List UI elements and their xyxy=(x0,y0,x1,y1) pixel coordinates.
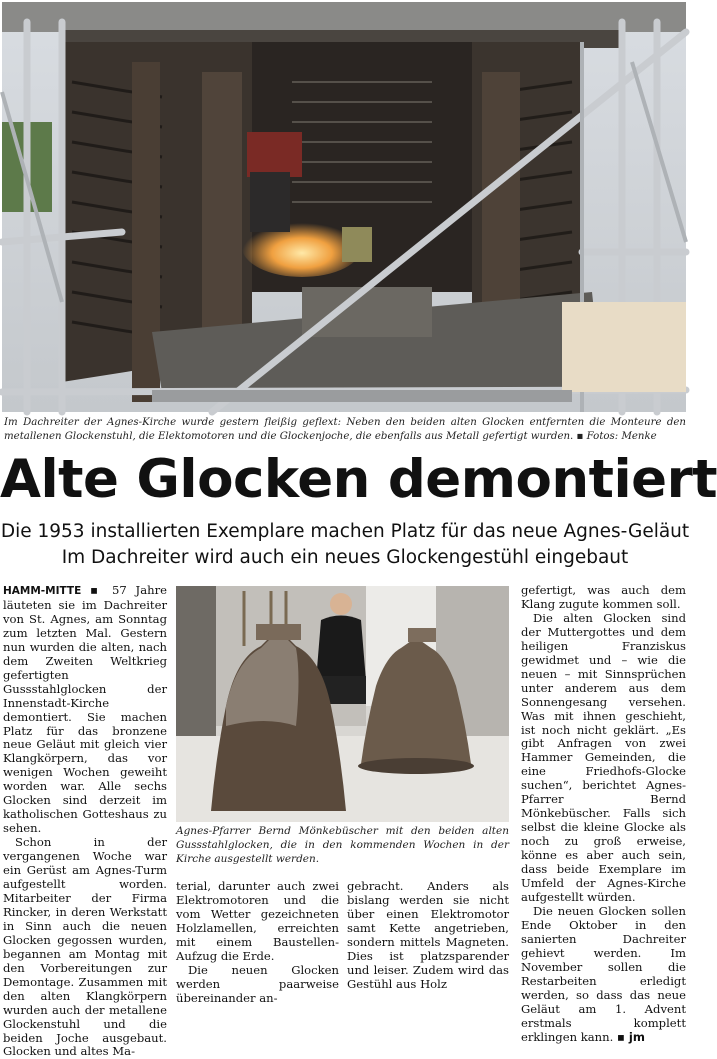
top-photo-caption xyxy=(4,416,686,444)
paragraph: Die neuen Glocken werden paarweise übereinander an- xyxy=(176,962,339,1005)
paragraph: terial, darunter auch zwei Elektromotoren und die vom Wetter gezeichneten Holzlamellen, erreichten mit einem Baustellen-Aufzug die Erde. xyxy=(176,879,339,963)
bell-tower-photo-icon xyxy=(2,2,686,412)
photo-credit: ▪ Fotos: Menke xyxy=(576,431,657,442)
paragraph: ▪ 57 Jahre läuteten sie im Dachreiter von St. Agnes, am Sonntag zum letzten Mal. Gestern nun wurden die alten, nach dem Zweiten Weltkrieg gefertigten Gussstahlglocken der Innenstadt-Kirche demontiert. Sie machen Platz für das bronzene neue Geläut mit gleich vier Klangkörpern, das vor wenigen Wochen geweiht worden war. Alle sechs Glocken sind derzeit im katholischen Gotteshaus zu sehen. xyxy=(3,583,167,836)
paragraph: Schon in der vergangenen Woche war ein Gerüst am Agnes-Turm aufgestellt worden. Mitarbeiter der Firma Rincker, in deren Werkstatt in Sinn auch die neuen Glocken gegossen wurden, begannen am Montag mit den Vorbereitungen zur Demontage. Zusammen mit den alten Klangkörpern wurden auch der metallene Glockenstuhl und die beiden Joche ausgebaut. Glocken und altes Ma- xyxy=(3,835,167,1059)
article-column-2 xyxy=(176,879,339,1005)
dateline: HAMM-MITTE xyxy=(3,585,82,597)
paragraph: gebracht. Anders als bislang werden sie nicht über einen Elektromotor samt Kette angetrieben, sondern mittels Magneten. Dies ist platzsparender und leiser. Zudem wird das Gestühl aus Holz xyxy=(347,879,509,991)
bell-tower-photo xyxy=(2,2,686,412)
article-column-4 xyxy=(521,583,686,1044)
paragraph: Die alten Glocken sind der Muttergottes und dem heiligen Franziskus gewidmet und – wie die neuen – mit Sinnsprüchen unter anderem aus dem Sonnengesang versehen. Was mit ihnen geschieht, ist noch nicht geklärt. „Es gibt Anfragen von zwei Hammer Gemeinden, die eine Friedhofs-Glocke suchen“, berichtet Agnes-Pfarrer Bernd Mönkebüscher. Falls sich selbst die kleine Glocke als noch zu groß erweise, könne es aber auch sein, dass beide Exemplare im Umfeld der Agnes-Kirche aufgestellt würden. xyxy=(521,610,686,904)
article-column-1 xyxy=(3,583,167,1059)
article-column-3 xyxy=(347,879,509,991)
old-bells-photo-icon xyxy=(176,586,509,822)
subheadline-1: Die 1953 installierten Exemplare machen Platz für das neue Agnes-Geläut xyxy=(0,521,690,542)
paragraph: gefertigt, was auch dem Klang zugute kommen soll. xyxy=(521,583,686,611)
bells-photo-caption: Agnes-Pfarrer Bernd Mönkebüscher mit den beiden alten Gussstahlglocken, die in den kommenden Wochen in der Kirche ausgestellt werden. xyxy=(176,825,509,865)
author-mark: ▪ jm xyxy=(617,1029,645,1044)
headline: Alte Glocken demontiert xyxy=(0,449,717,510)
paragraph: Die neuen Glocken sollen Ende Oktober in den sanierten Dachreiter gehievt werden. Im November sollen die Restarbeiten erledigt werden, so dass das neue Geläut am 1. Advent erstmals komplett erklingen kann. xyxy=(521,903,686,1044)
bells-photo xyxy=(176,586,509,822)
caption-text: Im Dachreiter der Agnes-Kirche wurde gestern fleißig geflext: Neben den beiden alten Glocken entfernten die Monteure den metallenen Glockenstuhl, die Elektomotoren und die Glockenjoche, die ebenfalls aus Metall gefertigt wurden. xyxy=(4,417,686,442)
subheadline-2: Im Dachreiter wird auch ein neues Glockengestühl eingebaut xyxy=(61,547,629,568)
